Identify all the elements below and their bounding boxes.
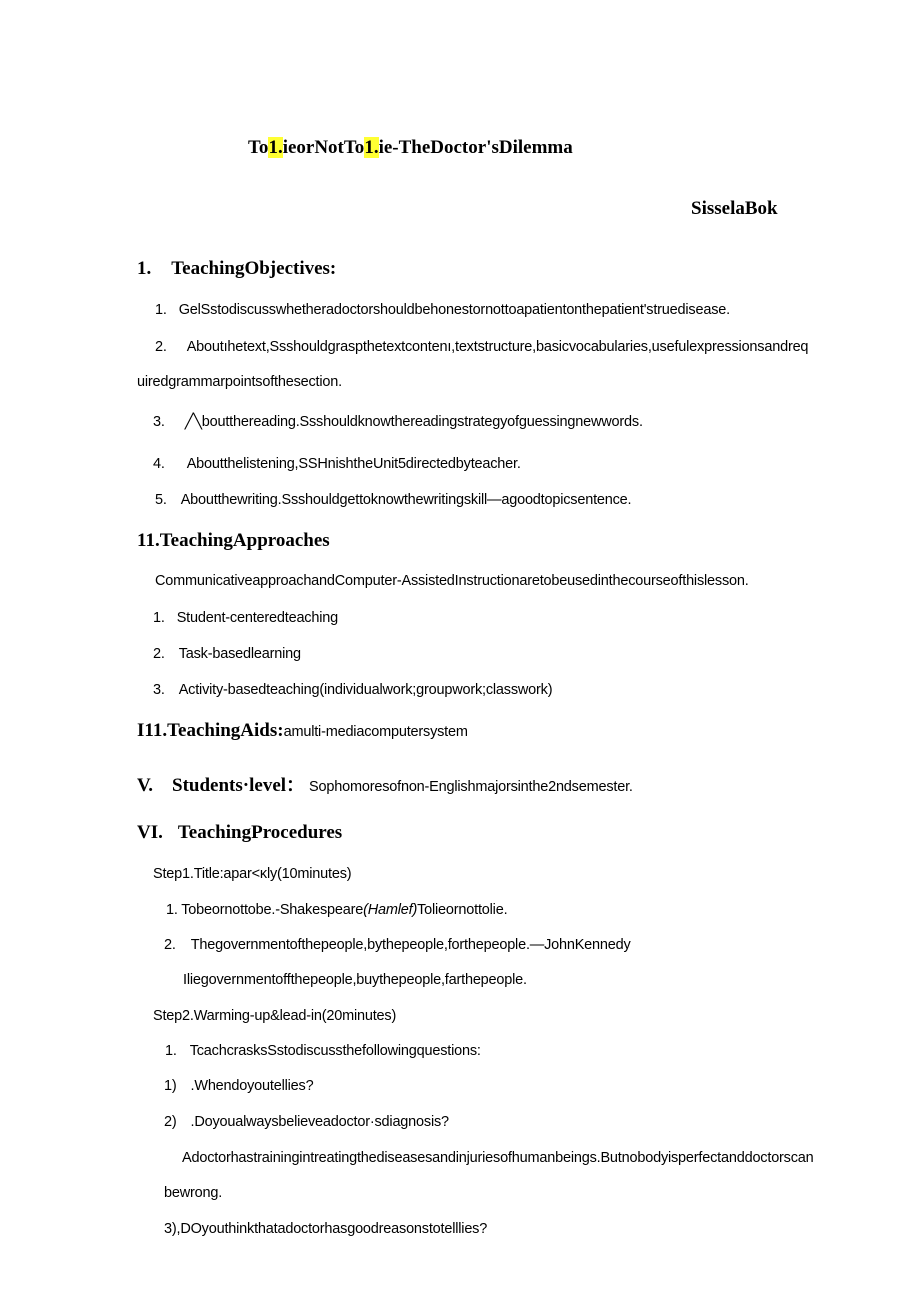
item-text: Task-basedlearning (178, 646, 301, 662)
section-title: TeachingObjectives: (171, 258, 337, 279)
item-number: 1) (164, 1078, 177, 1094)
question-2-answer-continuation: bewrong. (164, 1185, 223, 1201)
item-number: 2) (164, 1114, 177, 1130)
title-part: ie-TheDoctor'sDilemma (378, 137, 573, 158)
step-1-item-2-continuation: Iliegovernmentoffthepeople,buythepeople,farthepeople. (183, 972, 527, 988)
author-name: SisselaBok (691, 198, 778, 219)
objective-item (153, 414, 643, 430)
objective-item (155, 492, 631, 508)
item-text: .Whendoyoutellies? (190, 1078, 314, 1094)
item-text: .Doyoualwaysbelieveadoctor·sdiagnosis? (190, 1114, 449, 1130)
step-1-item-2 (164, 937, 631, 953)
step-2-title: Step2.Warming-up&lead-in(20minutes) (153, 1008, 397, 1024)
item-number: 2. (164, 937, 176, 953)
section-3-heading: I11.TeachingAids: (137, 720, 284, 741)
item-text: GelSstodiscusswhetheradoctorshouldbehonestornottoapatientonthepatient'struedisease. (178, 302, 730, 318)
section-6-heading (137, 822, 342, 844)
title-highlight: 1. (268, 137, 283, 158)
question-2-answer: Adoctorhastrainingintreatingthediseasesandinjuriesofhumanbeings.Butnobodyisperfectanddoctorscan (182, 1150, 814, 1166)
question-1 (164, 1078, 313, 1094)
item-text: Aboutıhetext,Ssshouldgraspthetextcontenı,textstructure,basicvocabularies,usefulexpressionsandreq (186, 339, 809, 355)
item-number: 1. (165, 1043, 177, 1059)
item-text: Aboutthelistening,SSHnishtheUnit5directedbyteacher. (186, 456, 521, 472)
item-number: 5. (155, 492, 167, 508)
title-part: To (248, 137, 269, 158)
section-5-line (137, 770, 633, 797)
item-text: Aboutthewriting.Ssshouldgettoknowthewritingskill—agoodtopicsentence. (180, 492, 632, 508)
title-part: ieorNotTo (282, 137, 365, 158)
item-text: Tolieornottolie. (417, 902, 508, 918)
item-text: 1. Tobeornottobe.-Shakespeare (166, 902, 364, 918)
section-number: 1. (137, 258, 152, 279)
objective-item (155, 302, 730, 318)
item-text: Thegovernmentofthepeople,bythepeople,forthepeople.—JohnKennedy (190, 937, 631, 953)
approach-item (153, 646, 301, 662)
section-3-line (137, 720, 468, 742)
objective-item-continuation: uiredgrammarpointsofthesection. (137, 374, 342, 390)
step-1-item-1 (166, 902, 507, 918)
item-number: 2. (153, 646, 165, 662)
approach-intro: CommunicativeapproachandComputer-AssistedInstructionaretobeusedinthecourseofthislesson. (155, 573, 749, 589)
section-title: TeachingProcedures (177, 822, 343, 843)
item-number: 2. (155, 339, 167, 355)
section-5-text: Sophomoresofnon-Englishmajorsinthe2ndsemester. (309, 779, 633, 795)
item-number: 1. (155, 302, 167, 318)
item-number: 3. (153, 414, 165, 430)
approach-item (153, 682, 552, 698)
item-number: 4. (153, 456, 165, 472)
section-1-heading (137, 258, 336, 280)
objective-item (155, 339, 808, 355)
item-text: Activity-basedteaching(individualwork;groupwork;classwork) (178, 682, 553, 698)
question-3: 3),DOyouthinkthatadoctorhasgoodreasonstotelllies? (164, 1221, 488, 1237)
section-3-text: amulti-mediacomputersystem (283, 724, 468, 740)
item-text: ╱╲boutthereading.Ssshouldknowthereadingstrategyofguessingnewwords. (184, 414, 643, 430)
item-number: 1. (153, 610, 165, 626)
objective-item (153, 456, 521, 472)
title-highlight: 1. (364, 137, 379, 158)
question-2 (164, 1114, 449, 1130)
section-5-heading: Students·level： (172, 775, 306, 796)
item-text: TcachcrasksSstodiscussthefollowingquestions: (189, 1043, 481, 1059)
step-1-title: Step1.Title:apar<κly(10minutes) (153, 866, 352, 882)
section-2-heading: 11.TeachingApproaches (137, 530, 330, 551)
approach-item (153, 610, 338, 626)
step-2-item-1 (165, 1043, 481, 1059)
document-title (248, 137, 573, 159)
item-number: 3. (153, 682, 165, 698)
item-italic: (Hamlef) (363, 902, 418, 918)
section-number: VI. (137, 822, 163, 843)
section-number: V. (137, 775, 154, 796)
item-text: Student-centeredteaching (176, 610, 338, 626)
